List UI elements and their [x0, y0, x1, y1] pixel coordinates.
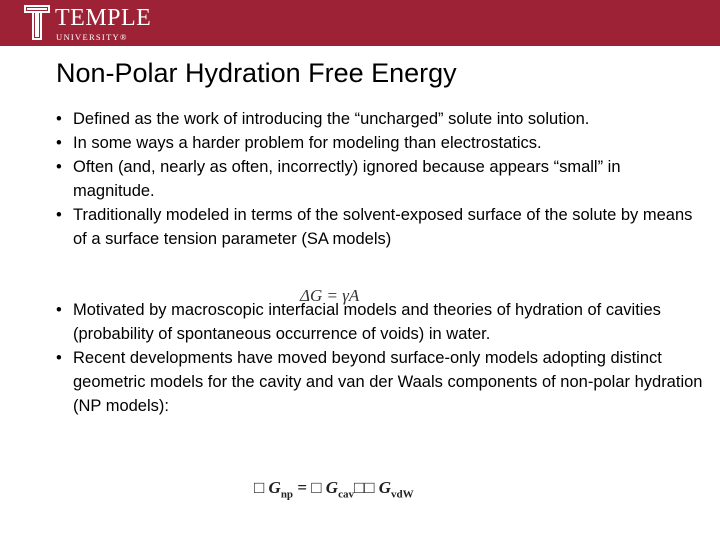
bullet-list-top — [56, 107, 706, 251]
bullet-item: • Often (and, nearly as often, incorrectly) ignored because appears “small” in magnitude. — [56, 155, 706, 203]
missing-glyph-box: □□ — [353, 478, 375, 497]
bullet-item: • Recent developments have moved beyond surface-only models adopting distinct geometric models for the cavity and van der Waals components of non-polar hydration (NP models): — [56, 346, 706, 418]
logo-subtitle: UNIVERSITY® — [56, 32, 128, 42]
header-banner — [0, 0, 720, 46]
logo-wordmark: TEMPLE — [55, 5, 152, 31]
vdw-term: $G_{vdW}$ — [378, 478, 414, 501]
bullet-item: • Motivated by macroscopic interfacial models and theories of hydration of cavities (probability of spontaneous occurrence of voids) in water. — [56, 298, 706, 346]
bullet-item: • In some ways a harder problem for modeling than electrostatics. — [56, 131, 706, 155]
bullet-item: • Defined as the work of introducing the “uncharged” solute into solution. — [56, 107, 706, 131]
equals-sign: = — [297, 478, 312, 497]
sa-equation-lhs: ΔG — [300, 286, 323, 305]
temple-logo — [24, 5, 164, 43]
bullet-list-bottom — [56, 298, 706, 418]
slide-title: Non-Polar Hydration Free Energy — [56, 58, 457, 88]
missing-glyph-box: □ — [254, 478, 265, 497]
cav-term: $G_{cav}$ — [325, 478, 354, 501]
sa-equation — [300, 286, 359, 306]
bullet-item: • Traditionally modeled in terms of the solvent-exposed surface of the solute by means of a surface tension parameter (SA models) — [56, 203, 706, 251]
missing-glyph-box: □ — [311, 478, 322, 497]
np-term: $G_{np}$ — [268, 478, 294, 501]
sa-equation-rhs: = γA — [322, 286, 360, 305]
np-equation — [254, 478, 414, 500]
temple-t-icon — [24, 5, 50, 41]
